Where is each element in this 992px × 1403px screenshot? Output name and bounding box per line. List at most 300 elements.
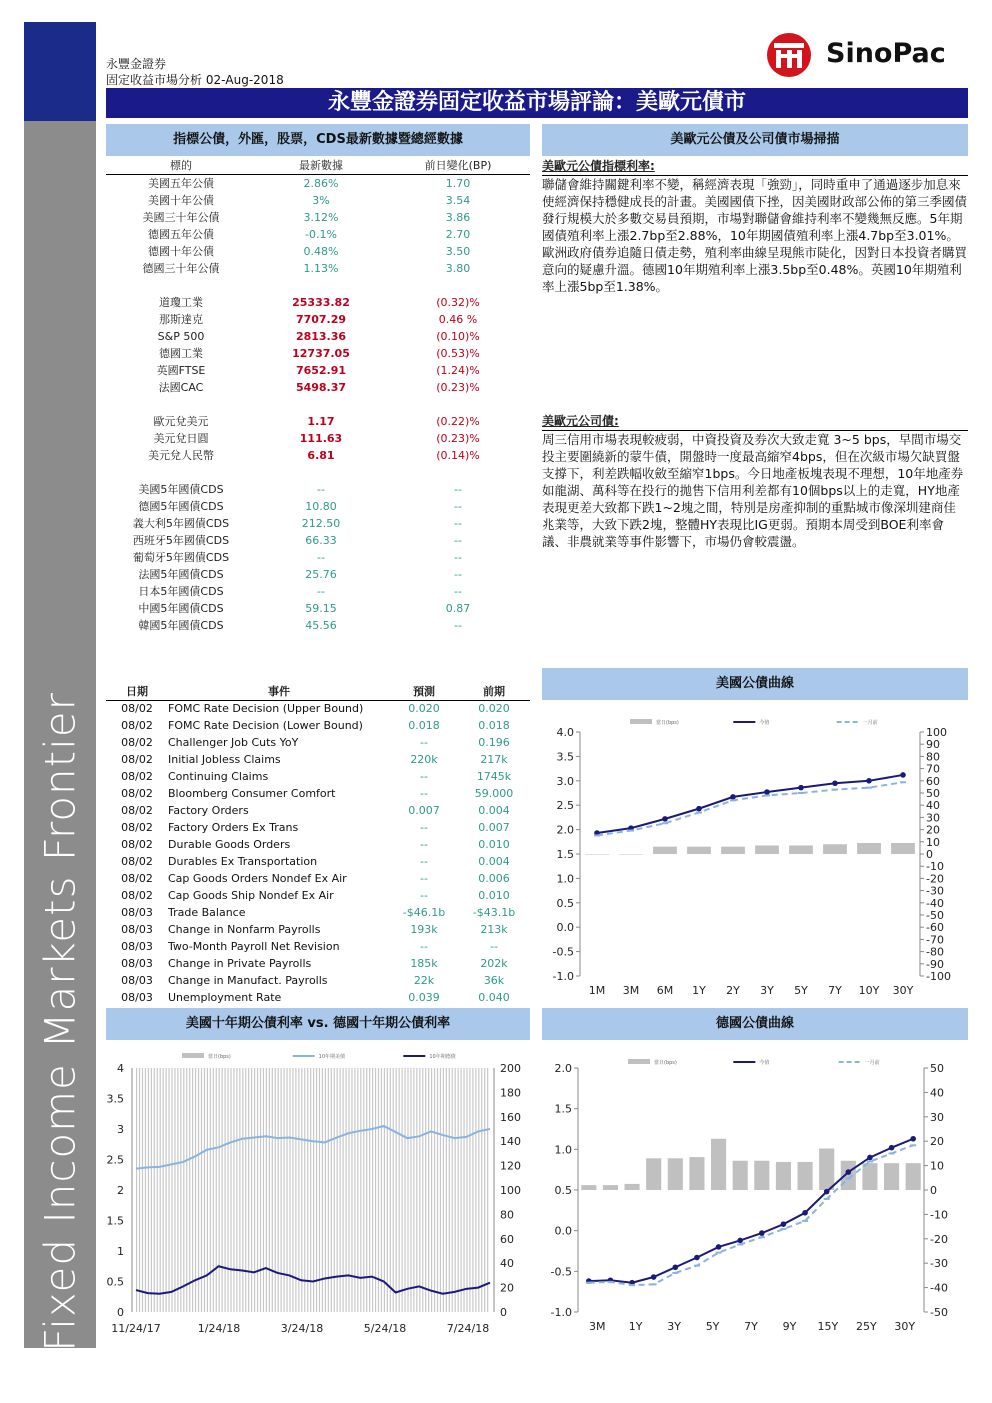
change-value: -- <box>454 516 462 530</box>
column-header: 事件 <box>168 683 390 700</box>
table-row <box>106 209 530 226</box>
table-row <box>106 887 530 904</box>
y-tick-label-left: 1.5 <box>556 848 574 861</box>
event-date: 08/03 <box>121 906 153 919</box>
chart-bar <box>319 1068 320 1312</box>
prior-value: 213k <box>480 923 508 936</box>
indicator-name: 義大利5年國債CDS <box>132 517 230 530</box>
y-tick-label-right: 20 <box>926 823 940 837</box>
y-tick-label-left: -1.0 <box>550 1306 572 1319</box>
chart-bar <box>404 1068 405 1312</box>
chart-bar <box>219 1068 220 1312</box>
table-row <box>106 226 530 243</box>
latest-value: 59.15 <box>305 601 337 615</box>
chart-bar <box>475 1068 476 1312</box>
sinopac-logo <box>760 30 970 80</box>
latest-value: 3.12% <box>303 210 339 224</box>
latest-value: 7707.29 <box>295 312 347 326</box>
change-value: 3.50 <box>445 244 471 258</box>
indicator-name: 中國5年國債CDS <box>138 602 224 615</box>
table-row <box>106 345 530 362</box>
y-tick-label-left: 3.0 <box>556 774 574 788</box>
y-tick-label-right: 10 <box>926 835 940 849</box>
table-row <box>106 955 530 972</box>
chart-bar <box>458 1068 459 1312</box>
prior-value: 202k <box>480 957 508 970</box>
chart-bar <box>260 1068 261 1312</box>
chart-bar <box>213 1068 214 1312</box>
corp-bond-body: 周三信用市場表現較疲弱，中資投資及券次大致走寬 3~5 bps，早間市場交投主要圍繞新的蒙牛債，開盤時一度最高縮窄4bps，但在次級市場欠缺買盤支撐下，利差跌幅收斂至縮窄1bps。今日地產板塊表現不理想，10年地產券如龍湖、萬科等在投行的拋售下信用利差都有10個bps以上的走寬，HY地產表現更差大致都下跌1~2塊之間，特別是房產抑制的重點城市像深圳建商佳兆業等，大致下跌2塊，整體HY表現比IG更弱。預期本周受到BOE利率會議、非農就業等事件影響下，市場仍會較震盪。 <box>542 432 964 549</box>
chart-bar <box>390 1068 391 1312</box>
chart-bar <box>434 1068 435 1312</box>
latest-value: -0.1% <box>305 227 337 241</box>
chart-bar <box>687 847 711 854</box>
event-name: FOMC Rate Decision (Lower Bound) <box>168 719 363 732</box>
indicator-section-heading: 指標公債，外匯，股票，CDS最新數據暨總經數據 <box>106 124 530 156</box>
y-tick-label-left: -1.0 <box>552 970 574 983</box>
chart-bar <box>357 1068 358 1312</box>
prior-value: -$43.1b <box>472 906 516 919</box>
chart-bar <box>407 1068 408 1312</box>
chart-bar <box>396 1068 397 1312</box>
prior-value: 0.010 <box>478 838 510 851</box>
chart-bar <box>248 1068 249 1312</box>
spacer-row <box>106 277 530 294</box>
table-row <box>106 921 530 938</box>
indicator-name: 美元兌人民幣 <box>148 449 214 462</box>
chart-bar <box>310 1068 311 1312</box>
indicator-name: 日本5年國債CDS <box>138 585 224 598</box>
chart-bar <box>410 1068 411 1312</box>
sidebar-vertical-title: Fixed Income Markets Frontier <box>35 692 85 1352</box>
forecast-value: -- <box>420 889 428 902</box>
chart-bar <box>449 1068 450 1312</box>
chart-bar <box>174 1068 175 1312</box>
change-value: 3.54 <box>445 193 471 207</box>
data-point <box>910 1136 916 1142</box>
chart-bar <box>292 1068 293 1312</box>
event-date: 08/02 <box>121 821 153 834</box>
chart-bar <box>186 1068 187 1312</box>
chart-bar <box>230 1068 231 1312</box>
change-value: (1.24)% <box>436 363 480 377</box>
legend-label: 10年期德債 <box>429 1054 456 1060</box>
chart-bar <box>272 1068 273 1312</box>
y-tick-label-left: 2 <box>117 1184 124 1197</box>
data-point <box>867 1155 873 1161</box>
table-row <box>106 853 530 870</box>
change-value: -- <box>454 482 462 496</box>
indicator-table <box>106 156 530 634</box>
chart-bar <box>166 1068 167 1312</box>
table-row <box>106 515 530 532</box>
indicator-name: 美國三十年公債 <box>142 211 220 224</box>
data-point <box>673 1264 679 1270</box>
table-row <box>106 768 530 785</box>
y-tick-label-right: 120 <box>500 1159 521 1173</box>
calendar-table-body <box>106 700 530 1006</box>
chart-bar <box>387 1068 388 1312</box>
indicator-name: 美國五年公債 <box>148 177 214 191</box>
event-date: 08/03 <box>121 974 153 987</box>
column-header: 前日變化(BP) <box>386 156 530 175</box>
chart-bar <box>148 1068 149 1312</box>
chart-bar <box>210 1068 211 1312</box>
chart-bar <box>857 843 881 854</box>
chart-bar <box>884 1163 899 1190</box>
change-value: 0.87 <box>445 601 471 615</box>
change-value: 3.86 <box>445 210 471 224</box>
y-tick-label-right: -20 <box>930 1232 948 1246</box>
chart-bar <box>322 1068 323 1312</box>
indicator-name: 歐元兌美元 <box>153 415 209 428</box>
table-row <box>106 481 530 498</box>
event-date: 08/02 <box>121 889 153 902</box>
x-tick-label: 7Y <box>828 984 842 997</box>
y-tick-label-right: 0 <box>500 1306 507 1319</box>
y-tick-label-right: 30 <box>930 1110 944 1124</box>
event-name: Durables Ex Transportation <box>168 855 318 868</box>
event-name: Change in Private Payrolls <box>168 957 312 970</box>
latest-value: -- <box>317 550 325 564</box>
x-tick-label: 30Y <box>894 1320 916 1333</box>
x-tick-label: 3M <box>622 984 640 997</box>
y-tick-label-right: 90 <box>926 738 940 752</box>
column-header: 前期 <box>458 683 530 700</box>
x-tick-label: 1/24/18 <box>197 1322 241 1335</box>
indicator-name: 韓國5年國債CDS <box>138 619 224 632</box>
latest-value: 1.13% <box>303 261 339 275</box>
sinopac-logo-icon <box>760 30 818 80</box>
us-de-10y-chart <box>106 1046 530 1346</box>
change-value: -- <box>454 618 462 632</box>
y-tick-label-right: 50 <box>930 1062 944 1075</box>
x-tick-label: 11/24/17 <box>111 1322 161 1335</box>
x-tick-label: 9Y <box>782 1320 797 1333</box>
indicator-name: 那斯達克 <box>159 313 203 326</box>
event-date: 08/02 <box>121 804 153 817</box>
series-line-current <box>589 1139 913 1283</box>
chart-bar <box>281 1068 282 1312</box>
corp-bond-commentary <box>542 412 968 550</box>
x-tick-label: 5/24/18 <box>363 1322 407 1335</box>
indicator-name: 美國5年國債CDS <box>138 483 224 496</box>
chart-bar <box>334 1068 335 1312</box>
y-tick-label-right: 40 <box>926 799 940 813</box>
prior-value: 1745k <box>476 770 512 783</box>
chart-bar <box>301 1068 302 1312</box>
forecast-value: -- <box>420 940 428 953</box>
chart-bar <box>375 1068 376 1312</box>
table-row <box>106 870 530 887</box>
chart-bar <box>216 1068 217 1312</box>
event-name: Unemployment Rate <box>168 991 282 1004</box>
prior-value: 0.007 <box>478 821 510 834</box>
prior-value: 0.010 <box>478 889 510 902</box>
chart-bar <box>797 1162 812 1190</box>
legend-label: 當日(bps) <box>208 1054 231 1060</box>
change-value: (0.10)% <box>436 329 480 343</box>
data-point <box>889 1145 895 1151</box>
data-point <box>846 1169 852 1175</box>
chart-bar <box>603 1185 618 1190</box>
y-tick-label-right: 0 <box>930 1184 937 1197</box>
y-tick-label-right: 0 <box>926 848 933 861</box>
chart-bar <box>469 1068 470 1312</box>
change-value: (0.23)% <box>436 431 480 445</box>
y-tick-label-left: 3.5 <box>556 750 574 764</box>
y-tick-label-right: -80 <box>926 945 944 959</box>
chart-bar <box>160 1068 161 1312</box>
event-name: Cap Goods Ship Nondef Ex Air <box>168 889 334 902</box>
legend-label: 今值 <box>759 720 770 726</box>
gov-bond-title: 美歐元公債指標利率: <box>542 159 655 173</box>
table-row <box>106 532 530 549</box>
prior-value: 217k <box>480 753 508 766</box>
table-row <box>106 430 530 447</box>
chart-bar <box>201 1068 202 1312</box>
legend-swatch <box>630 719 652 724</box>
y-tick-label-right: 60 <box>500 1232 514 1246</box>
latest-value: -- <box>317 482 325 496</box>
chart-bar <box>416 1068 417 1312</box>
table-row <box>106 617 530 634</box>
chart-bar <box>455 1068 456 1312</box>
chart-bar <box>313 1068 314 1312</box>
chart-bar <box>151 1068 152 1312</box>
event-date: 08/02 <box>121 736 153 749</box>
forecast-value: -- <box>420 838 428 851</box>
latest-value: 7652.91 <box>295 363 347 377</box>
chart-bar <box>755 845 779 854</box>
table-row <box>106 819 530 836</box>
chart-bar <box>463 1068 464 1312</box>
chart-bar <box>225 1068 226 1312</box>
y-tick-label-right: 30 <box>926 811 940 825</box>
data-point <box>824 1189 830 1195</box>
spacer-row <box>106 396 530 413</box>
forecast-value: -- <box>420 770 428 783</box>
event-date: 08/03 <box>121 940 153 953</box>
table-row <box>106 328 530 345</box>
y-tick-label-right: 10 <box>930 1159 944 1173</box>
data-point <box>764 789 770 795</box>
y-tick-label-right: -30 <box>930 1257 948 1271</box>
y-tick-label-left: 1.5 <box>554 1102 572 1116</box>
chart-bar <box>437 1068 438 1312</box>
chart-bar <box>819 1149 834 1190</box>
data-point <box>781 1221 787 1227</box>
forecast-value: 22k <box>413 974 435 987</box>
forecast-value: -- <box>420 872 428 885</box>
change-value: (0.23)% <box>436 380 480 394</box>
table-row <box>106 734 530 751</box>
y-tick-label-right: 20 <box>930 1135 944 1149</box>
event-name: Challenger Job Cuts YoY <box>168 736 299 749</box>
y-tick-label-right: 80 <box>926 750 940 764</box>
x-tick-label: 30Y <box>892 984 914 997</box>
chart-bar <box>487 1068 488 1312</box>
chart-bar <box>163 1068 164 1312</box>
event-date: 08/03 <box>121 991 153 1004</box>
table-row <box>106 311 530 328</box>
forecast-value: 0.039 <box>408 991 440 1004</box>
chart-bar <box>422 1068 423 1312</box>
event-date: 08/02 <box>121 787 153 800</box>
y-tick-label-right: 180 <box>500 1086 521 1100</box>
indicator-name: 法國CAC <box>158 381 204 394</box>
y-tick-label-left: 2.5 <box>556 799 574 813</box>
chart-bar <box>689 1157 704 1190</box>
y-tick-label-right: -40 <box>926 896 944 910</box>
forecast-value: 0.018 <box>408 719 440 732</box>
chart-bar <box>393 1068 394 1312</box>
chart-bar <box>189 1068 190 1312</box>
table-row <box>106 498 530 515</box>
chart-bar <box>239 1068 240 1312</box>
chart-bar <box>263 1068 264 1312</box>
column-header: 日期 <box>106 683 168 700</box>
chart-bar <box>466 1068 467 1312</box>
chart-bar <box>198 1068 199 1312</box>
indicator-name: 法國5年國債CDS <box>138 568 224 581</box>
latest-value: 10.80 <box>305 499 337 513</box>
change-value: (0.32)% <box>436 295 480 309</box>
event-name: Two-Month Payroll Net Revision <box>168 940 340 953</box>
chart-bar <box>711 1139 726 1190</box>
forecast-value: -- <box>420 736 428 749</box>
chart-bar <box>478 1068 479 1312</box>
x-tick-label: 3Y <box>667 1320 681 1333</box>
table-row <box>106 938 530 955</box>
x-tick-label: 15Y <box>817 1320 839 1333</box>
prior-value: 59.000 <box>474 787 514 800</box>
y-tick-label-right: -40 <box>930 1281 948 1295</box>
chart-bar <box>369 1068 370 1312</box>
y-tick-label-right: -50 <box>926 909 944 922</box>
change-value: -- <box>454 584 462 598</box>
change-value: (0.14)% <box>436 448 480 462</box>
indicator-name: 德國五年公債 <box>148 228 214 241</box>
x-tick-label: 1Y <box>628 1320 643 1333</box>
chart-bar <box>304 1068 305 1312</box>
chart-bar <box>192 1068 193 1312</box>
y-tick-label-right: -100 <box>926 970 951 983</box>
prior-value: 36k <box>483 974 505 987</box>
prior-value: -- <box>490 940 498 953</box>
table-row <box>106 717 530 734</box>
chart-bar <box>419 1068 420 1312</box>
change-value: (0.53)% <box>436 346 480 360</box>
y-tick-label-left: 2.5 <box>106 1153 124 1167</box>
chart-bar <box>136 1068 137 1312</box>
event-date: 08/02 <box>121 702 153 716</box>
y-tick-label-right: 20 <box>500 1281 514 1295</box>
de-curve-heading: 德國公債曲線 <box>542 1008 968 1040</box>
logo-text: SinoPac <box>826 38 946 69</box>
indicator-name: 英國FTSE <box>156 364 206 377</box>
chart-bar <box>891 843 915 854</box>
chart-bar <box>251 1068 252 1312</box>
y-tick-label-right: -30 <box>926 884 944 898</box>
legend-label: 一月前 <box>862 720 878 726</box>
chart-bar <box>180 1068 181 1312</box>
chart-bar <box>177 1068 178 1312</box>
y-tick-label-right: -10 <box>926 860 944 874</box>
y-tick-label-right: 140 <box>500 1135 521 1149</box>
data-point <box>730 794 736 800</box>
y-tick-label-left: 0.5 <box>106 1275 124 1289</box>
latest-value: 3% <box>312 193 330 207</box>
y-tick-label-right: -50 <box>930 1306 948 1319</box>
chart-bar <box>452 1068 453 1312</box>
table-row <box>106 243 530 260</box>
event-name: Durable Goods Orders <box>168 838 291 851</box>
us-yield-curve-chart <box>542 706 968 1006</box>
change-value: -- <box>454 550 462 564</box>
chart-bar <box>145 1068 146 1312</box>
chart-bar <box>227 1068 228 1312</box>
y-tick-label-right: 200 <box>500 1062 521 1075</box>
change-value: -- <box>454 499 462 513</box>
data-point <box>662 816 668 822</box>
chart-bar <box>295 1068 296 1312</box>
change-value: 3.80 <box>445 261 471 275</box>
y-tick-label-left: 1.0 <box>556 872 574 886</box>
series-line-month-ago <box>597 782 903 835</box>
data-point <box>802 1210 808 1216</box>
y-tick-label-right: 60 <box>926 774 940 788</box>
y-tick-label-right: -10 <box>930 1208 948 1222</box>
sidebar-top-block <box>24 22 96 121</box>
table-row <box>106 600 530 617</box>
spacer-row <box>106 464 530 481</box>
indicator-name: S&P 500 <box>157 329 205 343</box>
column-header: 預測 <box>390 683 458 700</box>
chart-bar <box>431 1068 432 1312</box>
table-row <box>106 751 530 768</box>
series-line-current <box>597 775 903 833</box>
chart-bar <box>325 1068 326 1312</box>
y-tick-label-left: 1.0 <box>554 1143 572 1157</box>
y-tick-label-left: 1.5 <box>106 1214 124 1228</box>
table-row <box>106 294 530 311</box>
forecast-value: -- <box>420 821 428 834</box>
event-name: Factory Orders <box>168 804 249 817</box>
legend-swatch <box>628 1059 650 1064</box>
series-line-month-ago <box>589 1145 913 1285</box>
x-tick-label: 2Y <box>726 984 740 997</box>
event-date: 08/02 <box>121 872 153 885</box>
x-tick-label: 7Y <box>744 1320 758 1333</box>
table-row <box>106 802 530 819</box>
prior-value: 0.018 <box>478 719 510 732</box>
y-tick-label-left: 1 <box>117 1245 124 1258</box>
forecast-value: 193k <box>410 923 438 936</box>
y-tick-label-left: 3.5 <box>106 1092 124 1106</box>
us-de-10y-heading: 美國十年期公債利率 vs. 德國十年期公債利率 <box>106 1008 530 1040</box>
data-point <box>900 772 906 778</box>
chart-bar <box>381 1068 382 1312</box>
y-tick-label-right: 50 <box>926 787 940 800</box>
prior-value: 0.020 <box>478 702 510 716</box>
latest-value: 212.50 <box>301 516 341 530</box>
chart-bar <box>275 1068 276 1312</box>
latest-value: 111.63 <box>299 431 343 445</box>
legend-label: 當日(bps) <box>656 720 679 726</box>
chart-bar <box>316 1068 317 1312</box>
legend-swatch <box>182 1053 204 1058</box>
